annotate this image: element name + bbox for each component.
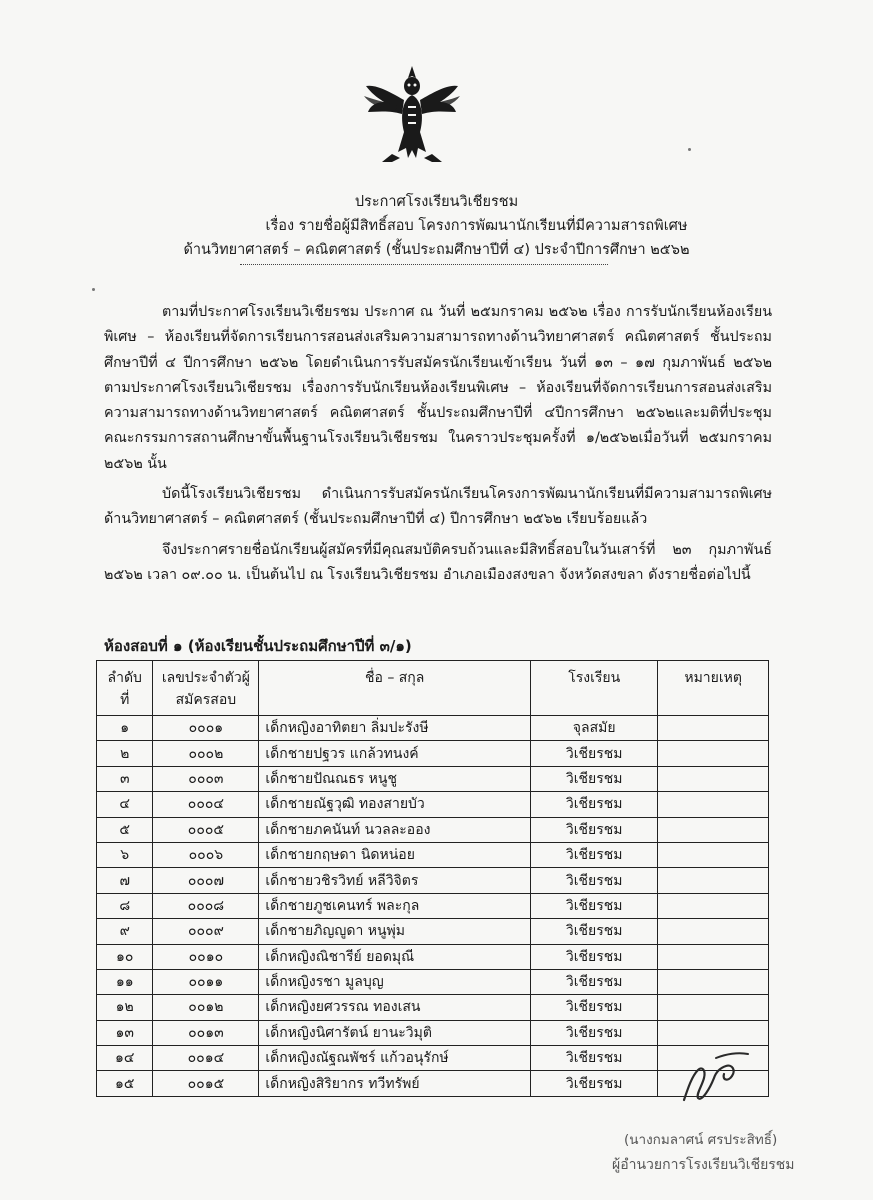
cell-school: วิเชียรชม bbox=[531, 792, 658, 817]
cell-name: เด็กชายวชิรวิทย์ หลีวิจิตร bbox=[259, 868, 531, 893]
cell-note bbox=[658, 893, 769, 918]
cell-name: เด็กหญิงนิศารัตน์ ยานะวิมุติ bbox=[259, 1020, 531, 1045]
cell-note bbox=[658, 868, 769, 893]
cell-note bbox=[658, 1020, 769, 1045]
header-note: หมายเหตุ bbox=[658, 661, 769, 716]
cell-id: ๐๐๑๒ bbox=[153, 995, 259, 1020]
cell-id: ๐๐๐๔ bbox=[153, 792, 259, 817]
cell-school: วิเชียรชม bbox=[531, 1071, 658, 1096]
cell-note bbox=[658, 995, 769, 1020]
cell-id: ๐๐๐๖ bbox=[153, 842, 259, 867]
paragraph-intro bbox=[104, 300, 772, 477]
cell-note bbox=[658, 817, 769, 842]
cell-id: ๐๐๐๓ bbox=[153, 766, 259, 791]
cell-note bbox=[658, 792, 769, 817]
cell-name: เด็กหญิงณิชารีย์ ยอดมุณี bbox=[259, 944, 531, 969]
cell-no: ๘ bbox=[97, 893, 153, 918]
cell-no: ๑๑ bbox=[97, 969, 153, 994]
cell-no: ๑๕ bbox=[97, 1071, 153, 1096]
table-row bbox=[97, 716, 769, 741]
paragraph-status bbox=[104, 482, 772, 533]
cell-name: เด็กหญิงยศวรรณ ทองเสน bbox=[259, 995, 531, 1020]
table-row bbox=[97, 842, 769, 867]
cell-name: เด็กชายกฤษดา นิดหน่อย bbox=[259, 842, 531, 867]
announcement-subtitle: ด้านวิทยาศาสตร์ – คณิตศาสตร์ (ชั้นประถมศึกษาปีที่ ๔) ประจำปีการศึกษา ๒๕๖๒ bbox=[183, 242, 690, 258]
paragraph-intro-text: ตามที่ประกาศโรงเรียนวิเชียรชม ประกาศ ณ วันที่ ๒๕มกราคม ๒๕๖๒ เรื่อง การรับนักเรียนห้องเรียนพิเศษ – ห้องเรียนที่จัดการเรียนการสอนส่งเสริมความสามารถทางด้านวิทยาศาสตร์ คณิตศาสตร์ ชั้นประถมศึกษาปีที่ ๔ ปีการศึกษา ๒๕๖๒ โดยดำเนินการรับสมัครนักเรียนเข้าเรียน วันที่ ๑๓ – ๑๗ กุมภาพันธ์ ๒๕๖๒ ตามประกาศโรงเรียนวิเชียรชม เรื่องการรับนักเรียนห้องเรียนพิเศษ – ห้องเรียนที่จัดการเรียนการสอนส่งเสริมความสามารถทางด้านวิทยาศาสตร์ คณิตศาสตร์ ชั้นประถมศึกษาปีที่ ๔ปีการศึกษา ๒๕๖๒และมติที่ประชุมคณะกรรมการสถานศึกษาขั้นพื้นฐานโรงเรียนวิเชียรชม ในคราวประชุมครั้งที่ ๑/๒๕๖๒เมื่อวันที่ ๒๕มกราคม ๒๕๖๒ นั้น bbox=[104, 304, 772, 472]
table-row bbox=[97, 944, 769, 969]
cell-no: ๕ bbox=[97, 817, 153, 842]
header-name: ชื่อ – สกุล bbox=[259, 661, 531, 716]
signatory-title: ผู้อำนวยการโรงเรียนวิเชียรชม bbox=[612, 1157, 795, 1173]
cell-note bbox=[658, 741, 769, 766]
garuda-emblem-icon bbox=[362, 62, 462, 172]
cell-id: ๐๐๐๕ bbox=[153, 817, 259, 842]
cell-id: ๐๐๐๒ bbox=[153, 741, 259, 766]
cell-school: วิเชียรชม bbox=[531, 995, 658, 1020]
cell-id: ๐๐๐๑ bbox=[153, 716, 259, 741]
cell-name: เด็กหญิงอาทิตยา ลิ่มปะรังษี bbox=[259, 716, 531, 741]
cell-id: ๐๐๐๗ bbox=[153, 868, 259, 893]
cell-name: เด็กชายณัฐวุฒิ ทองสายบัว bbox=[259, 792, 531, 817]
cell-name: เด็กชายภคนันท์ นวลละออง bbox=[259, 817, 531, 842]
cell-no: ๓ bbox=[97, 766, 153, 791]
cell-no: ๑๔ bbox=[97, 1046, 153, 1071]
table-row bbox=[97, 969, 769, 994]
cell-no: ๑ bbox=[97, 716, 153, 741]
table-row bbox=[97, 741, 769, 766]
cell-name: เด็กหญิงรชา มูลบุญ bbox=[259, 969, 531, 994]
table-row bbox=[97, 1046, 769, 1071]
cell-no: ๑๒ bbox=[97, 995, 153, 1020]
cell-note bbox=[658, 766, 769, 791]
cell-id: ๐๐๑๕ bbox=[153, 1071, 259, 1096]
cell-no: ๖ bbox=[97, 842, 153, 867]
header-school: โรงเรียน bbox=[531, 661, 658, 716]
cell-no: ๔ bbox=[97, 792, 153, 817]
exam-room-title: ห้องสอบที่ ๑ (ห้องเรียนชั้นประถมศึกษาปีที่ ๓/๑) bbox=[104, 637, 412, 655]
announcement-title: ประกาศโรงเรียนวิเชียรชม bbox=[354, 194, 519, 210]
header-id: เลขประจำตัวผู้สมัครสอบ bbox=[153, 661, 259, 716]
cell-note bbox=[658, 944, 769, 969]
cell-name: เด็กหญิงณัฐณพัชร์ แก้วอนุรักษ์ bbox=[259, 1046, 531, 1071]
cell-school: วิเชียรชม bbox=[531, 1020, 658, 1045]
table-row bbox=[97, 1020, 769, 1045]
signatory-name: (นางกมลาศน์ ศรประสิทธิ์) bbox=[624, 1132, 778, 1148]
paragraph-schedule-text: จึงประกาศรายชื่อนักเรียนผู้สมัครที่มีคุณสมบัติครบถ้วนและมีสิทธิ์สอบในวันเสาร์ที่ ๒๓ กุมภาพันธ์ ๒๕๖๒ เวลา ๐๙.๐๐ น. เป็นต้นไป ณ โรงเรียนวิเชียรชม อำเภอเมืองสงขลา จังหวัดสงขลา ดังรายชื่อต่อไปนี้ bbox=[104, 542, 772, 584]
header-no: ลำดับที่ bbox=[97, 661, 153, 716]
cell-school: วิเชียรชม bbox=[531, 893, 658, 918]
cell-no: ๒ bbox=[97, 741, 153, 766]
table-header-row bbox=[97, 661, 769, 716]
cell-school: วิเชียรชม bbox=[531, 741, 658, 766]
cell-school: วิเชียรชม bbox=[531, 944, 658, 969]
cell-id: ๐๐๑๑ bbox=[153, 969, 259, 994]
cell-school: วิเชียรชม bbox=[531, 766, 658, 791]
cell-name: เด็กชายปัณณธร หนูชู bbox=[259, 766, 531, 791]
cell-no: ๑๓ bbox=[97, 1020, 153, 1045]
cell-note bbox=[658, 919, 769, 944]
scan-speck bbox=[92, 288, 95, 291]
cell-school: จุลสมัย bbox=[531, 716, 658, 741]
table-row bbox=[97, 893, 769, 918]
table-row bbox=[97, 1071, 769, 1096]
cell-id: ๐๐๑๓ bbox=[153, 1020, 259, 1045]
cell-no: ๑๐ bbox=[97, 944, 153, 969]
cell-note bbox=[658, 716, 769, 741]
cell-note bbox=[658, 842, 769, 867]
candidate-table bbox=[96, 660, 769, 1097]
cell-name: เด็กชายปฐวร แกล้วทนงค์ bbox=[259, 741, 531, 766]
cell-name: เด็กหญิงสิริยากร ทวีทรัพย์ bbox=[259, 1071, 531, 1096]
paragraph-status-text: บัดนี้โรงเรียนวิเชียรชม ดำเนินการรับสมัครนักเรียนโครงการพัฒนานักเรียนที่มีความสามารถพิเศษ ด้านวิทยาศาสตร์ – คณิตศาสตร์ (ชั้นประถมศึกษาปีที่ ๔) ปีการศึกษา ๒๕๖๒ เรียบร้อยแล้ว bbox=[104, 486, 772, 528]
table-row bbox=[97, 792, 769, 817]
cell-school: วิเชียรชม bbox=[531, 969, 658, 994]
cell-name: เด็กชายภูชเคนทร์ พละกุล bbox=[259, 893, 531, 918]
cell-id: ๐๐๐๘ bbox=[153, 893, 259, 918]
cell-no: ๙ bbox=[97, 919, 153, 944]
handwritten-signature-icon bbox=[676, 1048, 756, 1108]
announcement-subject: เรื่อง รายชื่อผู้มีสิทธิ์สอบ โครงการพัฒนานักเรียนที่มีความสารถพิเศษ bbox=[265, 218, 688, 234]
table-row bbox=[97, 817, 769, 842]
table-row bbox=[97, 868, 769, 893]
cell-school: วิเชียรชม bbox=[531, 817, 658, 842]
table-row bbox=[97, 995, 769, 1020]
cell-school: วิเชียรชม bbox=[531, 868, 658, 893]
cell-id: ๐๐๑๐ bbox=[153, 944, 259, 969]
table-row bbox=[97, 766, 769, 791]
scan-speck bbox=[688, 148, 691, 151]
cell-note bbox=[658, 969, 769, 994]
dotted-divider bbox=[240, 264, 608, 265]
cell-no: ๗ bbox=[97, 868, 153, 893]
cell-id: ๐๐๑๔ bbox=[153, 1046, 259, 1071]
cell-id: ๐๐๐๙ bbox=[153, 919, 259, 944]
table-row bbox=[97, 919, 769, 944]
paragraph-schedule bbox=[104, 538, 772, 589]
cell-school: วิเชียรชม bbox=[531, 842, 658, 867]
cell-school: วิเชียรชม bbox=[531, 1046, 658, 1071]
cell-school: วิเชียรชม bbox=[531, 919, 658, 944]
cell-name: เด็กชายภิญญูดา หนูพุ่ม bbox=[259, 919, 531, 944]
